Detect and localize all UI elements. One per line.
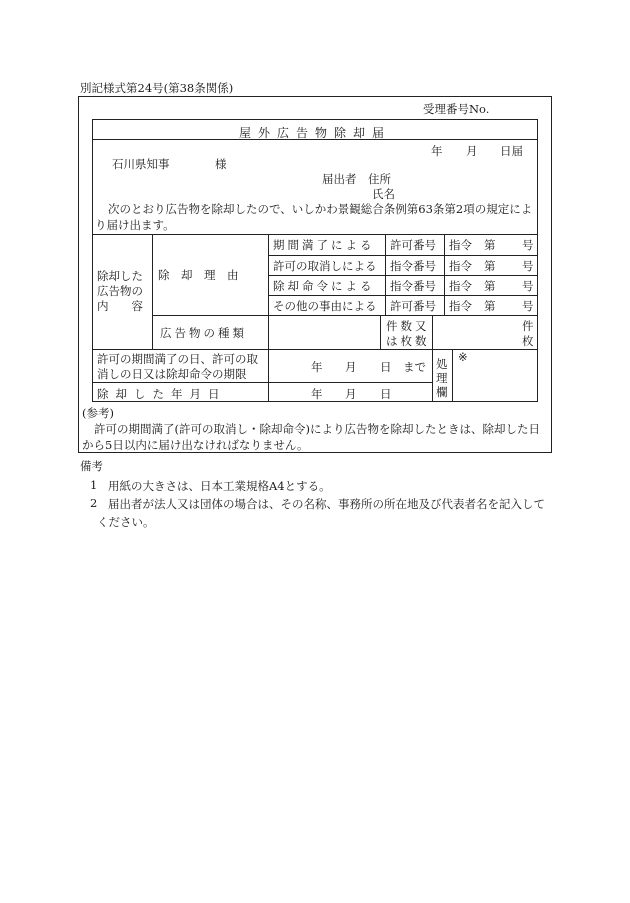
- addressee-name: 石川県知事: [112, 157, 170, 171]
- content-label-line-3: 内 容: [97, 299, 143, 313]
- reference-line-2: から5日以内に届け出なければなりません。: [82, 438, 309, 452]
- processing-mark: ※: [458, 350, 468, 364]
- count-label-line-2: は枚数: [386, 334, 430, 348]
- reason-3: 除却命令による: [273, 279, 375, 293]
- notes-title: 備考: [80, 459, 103, 473]
- reason-label: 除 却 理 由: [158, 268, 239, 282]
- content-label-line-1: 除却した: [97, 269, 143, 283]
- reason-3-go: 号: [522, 279, 534, 293]
- processing-label-1: 処: [436, 357, 448, 371]
- number-type-divider: [385, 234, 386, 315]
- note-1-text: 用紙の大きさは、日本工業規格A4とする。: [108, 479, 331, 493]
- deadline-label-line-1: 許可の期間満了の日、許可の取: [97, 352, 258, 366]
- note-2-text-continued: ください。: [97, 515, 155, 529]
- note-1-number: 1: [90, 478, 98, 492]
- content-bottom-line: [92, 349, 538, 350]
- processing-label-3: 欄: [436, 385, 448, 399]
- applicant-address-label: 住所: [368, 172, 391, 186]
- reason-1: 期間満了による: [273, 238, 375, 252]
- reason-row-line-1: [268, 255, 538, 256]
- reason-4-number-type: 許可番号: [390, 299, 436, 313]
- statement-line-1: 次のとおり広告物を除却したので、いしかわ景観総合条例第63条第2項の規定によ: [108, 202, 533, 216]
- date-month: 月: [466, 144, 478, 158]
- deadline-bottom-line: [92, 382, 432, 383]
- count-unit-2: 枚: [522, 334, 534, 348]
- form-title: 屋外広告物除却届: [238, 126, 391, 140]
- reason-3-designation: 指令: [449, 279, 472, 293]
- deadline-year: 年: [311, 360, 323, 374]
- date-year: 年: [431, 144, 443, 158]
- receipt-number-label: 受理番号No.: [423, 102, 490, 116]
- addressee-honorific: 様: [215, 157, 227, 171]
- reason-2-dai: 第: [484, 259, 496, 273]
- deadline-until: まで: [403, 360, 426, 374]
- reason-4-dai: 第: [484, 299, 496, 313]
- reason-4-designation: 指令: [449, 299, 472, 313]
- count-value-divider: [432, 315, 433, 402]
- removed-day: 日: [380, 387, 392, 401]
- note-2-number: 2: [90, 496, 98, 510]
- reason-2: 許可の取消しによる: [273, 259, 377, 273]
- reason-3-number-type: 指令番号: [390, 279, 436, 293]
- deadline-label-line-2: 消しの日又は除却命令の期限: [97, 367, 247, 381]
- reason-divider: [268, 234, 269, 402]
- reason-1-designation: 指令: [449, 238, 472, 252]
- date-day-submitted: 日届: [500, 144, 523, 158]
- reason-row-line-3: [268, 295, 538, 296]
- count-label-line-1: 件数又: [386, 319, 430, 333]
- removed-date-label: 除却した年月日: [97, 387, 227, 401]
- removed-year: 年: [311, 387, 323, 401]
- reason-4: その他の事由による: [273, 299, 377, 313]
- reason-2-number-type: 指令番号: [390, 259, 436, 273]
- reason-2-designation: 指令: [449, 259, 472, 273]
- reason-1-number-type: 許可番号: [390, 238, 436, 252]
- reference-line-1: 許可の期間満了(許可の取消し・除却命令)により広告物を除却したときは、除却した日: [94, 422, 540, 436]
- table-top-line: [92, 234, 538, 235]
- applicant-label: 届出者: [322, 172, 357, 186]
- count-unit-1: 件: [522, 319, 534, 333]
- applicant-name-label: 氏名: [372, 187, 395, 201]
- reason-1-go: 号: [522, 238, 534, 252]
- statement-line-2: り届け出ます。: [95, 218, 175, 232]
- reason-bottom-line: [152, 315, 538, 316]
- content-label-line-2: 広告物の: [97, 284, 143, 298]
- reason-2-go: 号: [522, 259, 534, 273]
- reason-1-dai: 第: [484, 238, 496, 252]
- content-label-divider: [152, 234, 153, 349]
- reason-row-line-2: [268, 275, 538, 276]
- reference-title: (参考): [82, 406, 114, 420]
- removed-month: 月: [345, 387, 357, 401]
- note-2-text: 届出者が法人又は団体の場合は、その名称、事務所の所在地及び代表者名を記入して: [108, 497, 545, 511]
- reason-3-dai: 第: [484, 279, 496, 293]
- processing-label-2: 理: [436, 371, 448, 385]
- type-count-divider: [380, 315, 381, 349]
- designation-divider: [444, 234, 445, 315]
- deadline-day: 日: [380, 360, 392, 374]
- reason-4-go: 号: [522, 299, 534, 313]
- deadline-month: 月: [345, 360, 357, 374]
- processing-divider: [452, 349, 453, 402]
- form-number: 別記様式第24号(第38条関係): [80, 81, 234, 95]
- type-label: 広告物の種類: [160, 326, 247, 340]
